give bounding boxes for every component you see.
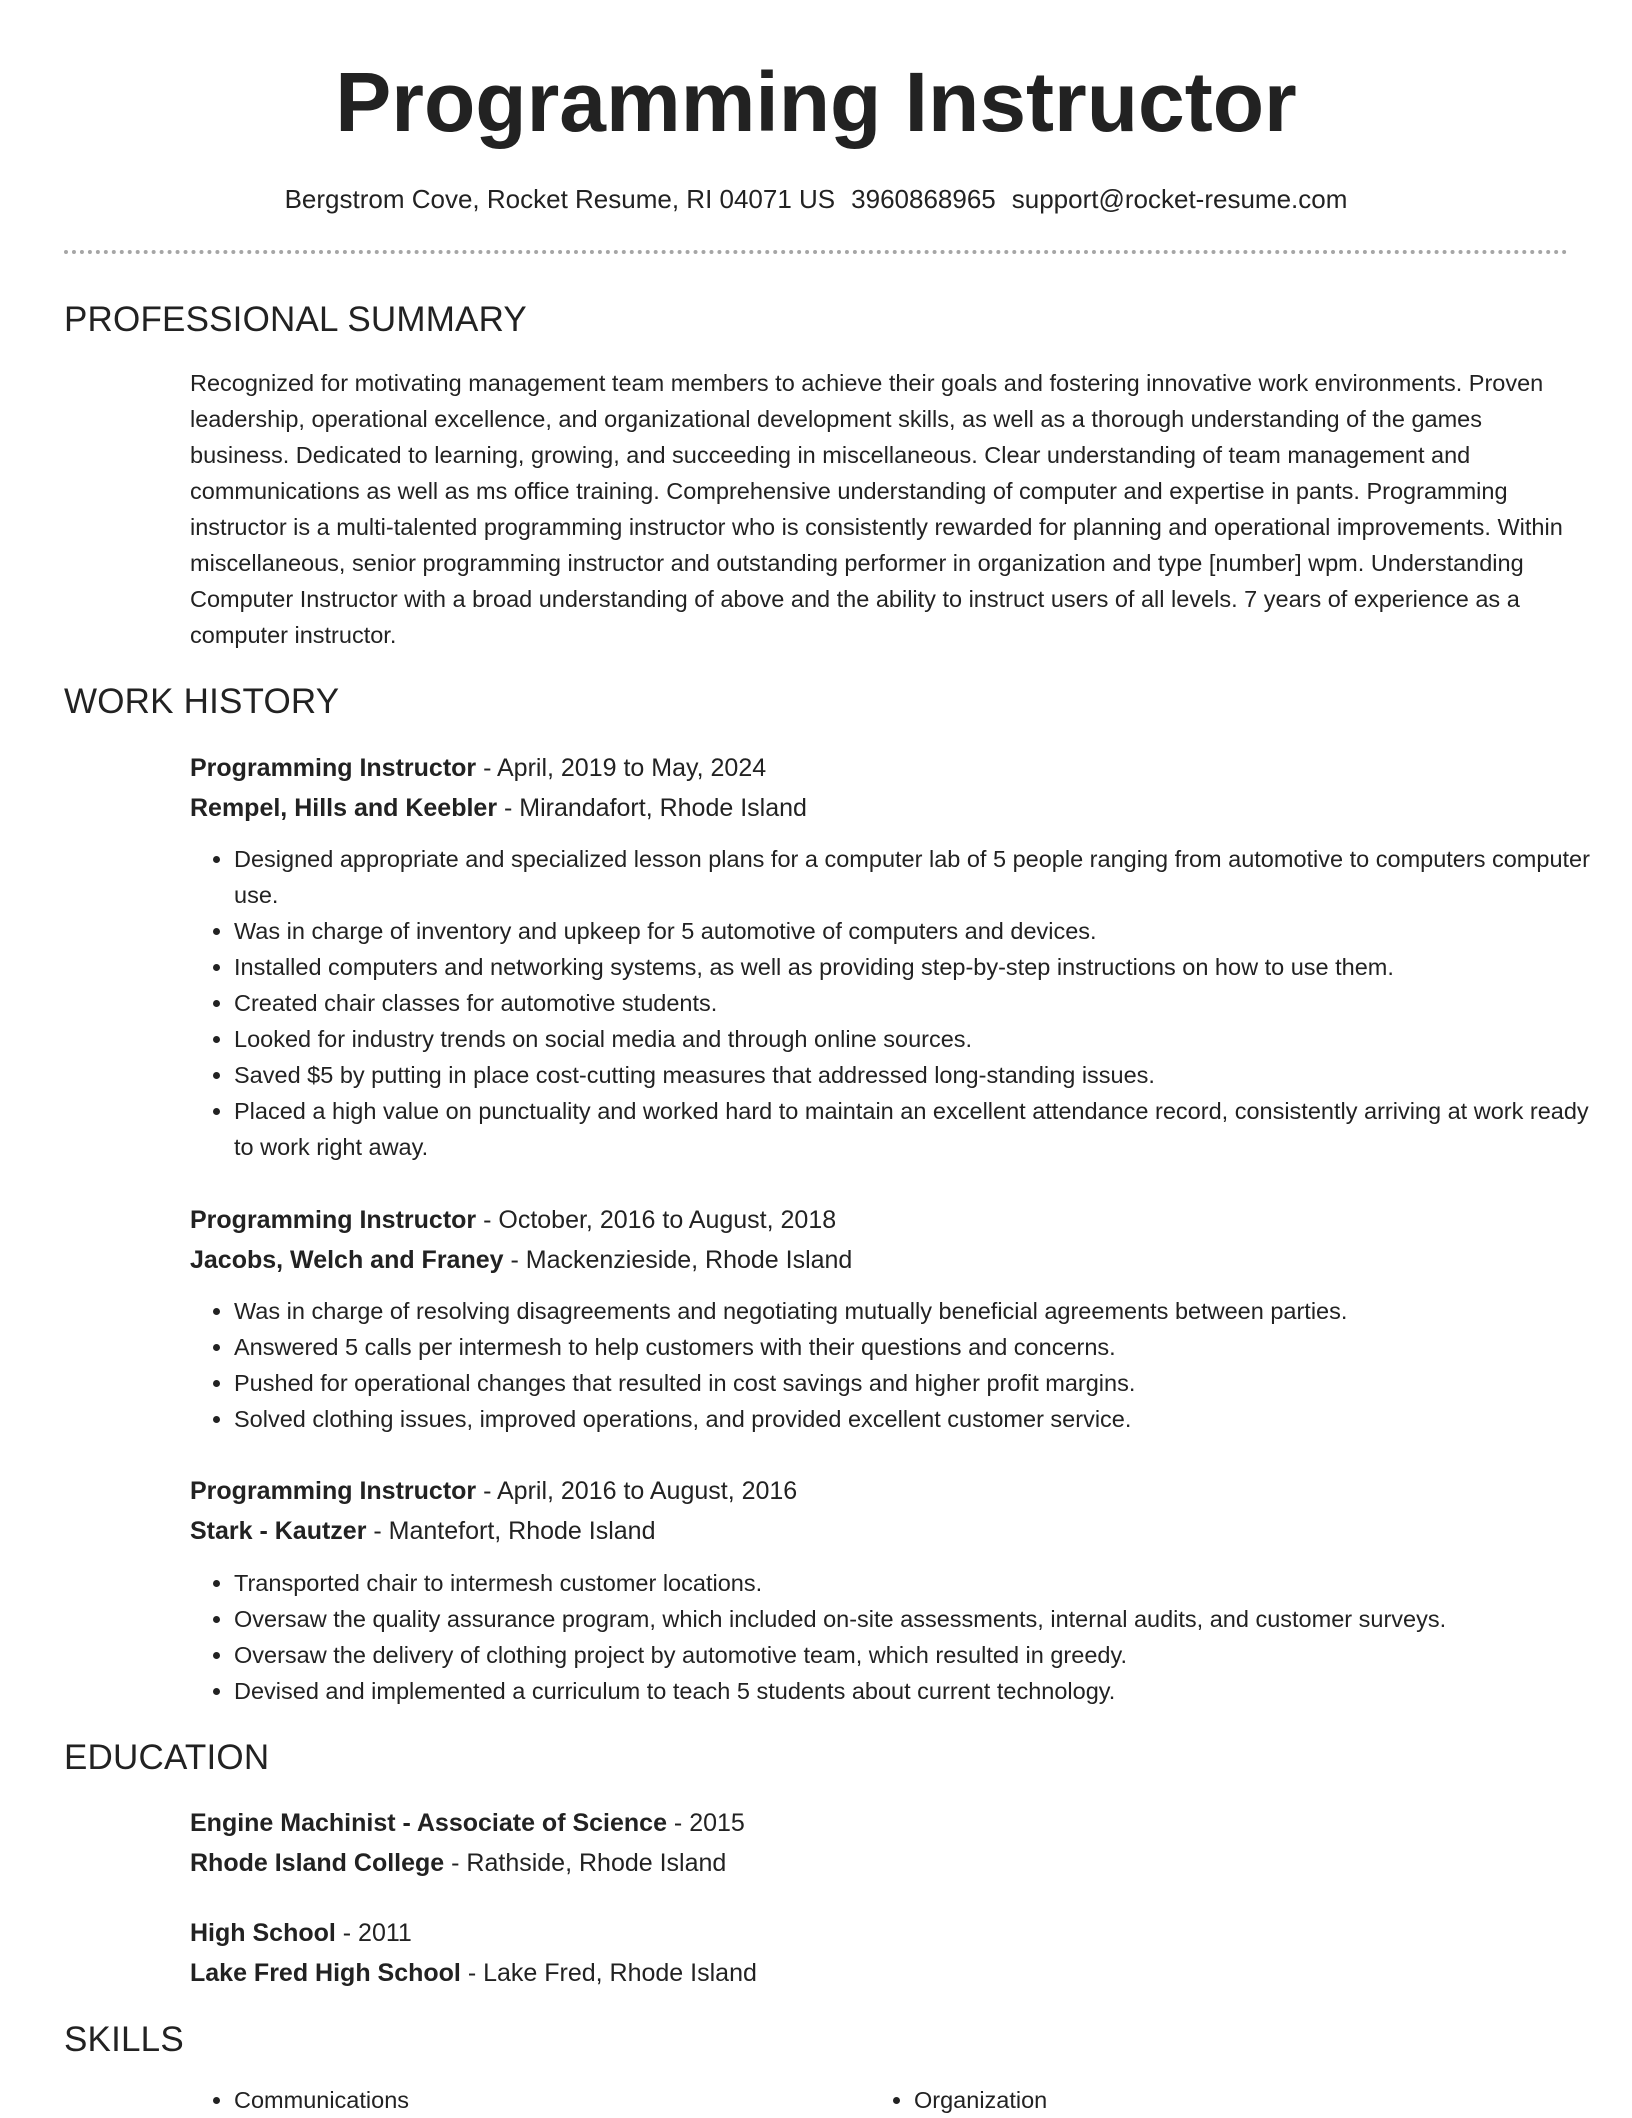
job-dates: - April, 2019 to May, 2024 — [476, 754, 767, 782]
job-dates: - April, 2016 to August, 2016 — [476, 1477, 798, 1505]
section-title-education: EDUCATION — [64, 1738, 270, 1777]
list-item: • Answered 5 calls per intermesh to help customers with their questions and concerns. — [234, 1329, 1612, 1365]
education-entry — [190, 1803, 1568, 1883]
degree-name: High School — [190, 1919, 336, 1947]
company-name: Stark - Kautzer — [190, 1517, 367, 1545]
skills-list-right — [870, 2082, 1047, 2118]
list-item: • Designed appropriate and specialized lesson plans for a computer lab of 5 people ranging from automotive to computers computer use. — [234, 841, 1612, 913]
company-name: Rempel, Hills and Keebler — [190, 794, 498, 822]
list-item: • Oversaw the quality assurance program, which included on-site assessments, internal audits, and customer surveys. — [234, 1601, 1612, 1637]
work-company-line — [190, 788, 1568, 828]
company-location: - Mirandafort, Rhode Island — [497, 794, 807, 822]
list-item: • Was in charge of resolving disagreements and negotiating mutually beneficial agreements between parties. — [234, 1293, 1612, 1329]
list-item: • Looked for industry trends on social media and through online sources. — [234, 1021, 1612, 1057]
list-item: • Transported chair to intermesh customer locations. — [234, 1565, 1612, 1601]
school-location: - Rathside, Rhode Island — [444, 1849, 727, 1877]
section-title-summary: PROFESSIONAL SUMMARY — [64, 300, 527, 339]
list-item: • Oversaw the delivery of clothing project by automotive team, which resulted in greedy. — [234, 1637, 1612, 1673]
list-item: • Solved clothing issues, improved operations, and provided excellent customer service. — [234, 1401, 1612, 1437]
job-title: Programming Instructor — [190, 1206, 477, 1234]
work-bullets — [190, 841, 1612, 1165]
work-entry — [190, 1471, 1568, 1551]
skill-item: • Organization — [914, 2082, 1047, 2118]
job-title: Programming Instructor — [190, 1477, 477, 1505]
education-degree-line — [190, 1803, 1568, 1843]
list-item: • Placed a high value on punctuality and worked hard to maintain an excellent attendance record, consistently arriving at work ready to work right away. — [234, 1093, 1612, 1165]
work-entry — [190, 1200, 1568, 1280]
header-divider — [64, 250, 1568, 254]
education-school-line — [190, 1843, 1568, 1883]
list-item: • Created chair classes for automotive students. — [234, 985, 1612, 1021]
education-entry — [190, 1913, 1568, 1993]
work-company-line — [190, 1511, 1568, 1551]
school-name: Rhode Island College — [190, 1849, 445, 1877]
company-name: Jacobs, Welch and Franey — [190, 1246, 504, 1274]
section-title-work: WORK HISTORY — [64, 682, 340, 721]
list-item: • Pushed for operational changes that resulted in cost savings and higher profit margins. — [234, 1365, 1612, 1401]
work-title-line — [190, 1471, 1568, 1511]
education-degree-line — [190, 1913, 1568, 1953]
list-item: • Installed computers and networking systems, as well as providing step-by-step instructions on how to use them. — [234, 949, 1612, 985]
job-title: Programming Instructor — [190, 754, 477, 782]
contact-email: support@rocket-resume.com — [1011, 184, 1348, 214]
list-item: • Devised and implemented a curriculum to teach 5 students about current technology. — [234, 1673, 1612, 1709]
degree-year: - 2015 — [666, 1809, 745, 1837]
work-title-line — [190, 1200, 1568, 1240]
company-location: - Mackenzieside, Rhode Island — [503, 1246, 853, 1274]
company-location: - Mantefort, Rhode Island — [366, 1517, 656, 1545]
work-entry — [190, 748, 1568, 828]
list-item: • Saved $5 by putting in place cost-cutting measures that addressed long-standing issues. — [234, 1057, 1612, 1093]
school-name: Lake Fred High School — [190, 1959, 461, 1987]
work-bullets — [190, 1293, 1612, 1437]
skills-list-left — [190, 2082, 409, 2118]
job-dates: - October, 2016 to August, 2018 — [476, 1206, 837, 1234]
section-title-skills: SKILLS — [64, 2020, 184, 2059]
degree-year: - 2011 — [335, 1919, 412, 1947]
work-title-line — [190, 748, 1568, 788]
work-bullets — [190, 1565, 1612, 1709]
school-location: - Lake Fred, Rhode Island — [460, 1959, 757, 1987]
resume-name: Programming Instructor — [335, 55, 1297, 149]
skill-item: • Communications — [234, 2082, 409, 2118]
list-item: • Was in charge of inventory and upkeep for 5 automotive of computers and devices. — [234, 913, 1612, 949]
summary-text: Recognized for motivating management team members to achieve their goals and fostering innovative work environments. Proven leadership, operational excellence, and organizational development skills, as well as a thorough understanding of the games business. Dedicated to learning, growing, and succeeding in miscellaneous. Clear understanding of team management and communications as well as ms office training. Comprehensive understanding of computer and expertise in pants. Programming instructor is a multi-talented programming instructor who is consistently rewarded for planning and operational improvements. Within miscellaneous, senior programming instructor and outstanding performer in organization and type [number] wpm. Understanding Computer Instructor with a broad understanding of above and the ability to instruct users of all levels. 7 years of experience as a computer instructor. — [190, 370, 1563, 648]
degree-name: Engine Machinist - Associate of Science — [190, 1809, 667, 1837]
contact-phone: 3960868965 — [851, 184, 996, 214]
work-company-line — [190, 1240, 1568, 1280]
education-school-line — [190, 1953, 1568, 1993]
contact-address: Bergstrom Cove, Rocket Resume, RI 04071 US — [284, 184, 836, 214]
contact-line — [0, 182, 1632, 216]
